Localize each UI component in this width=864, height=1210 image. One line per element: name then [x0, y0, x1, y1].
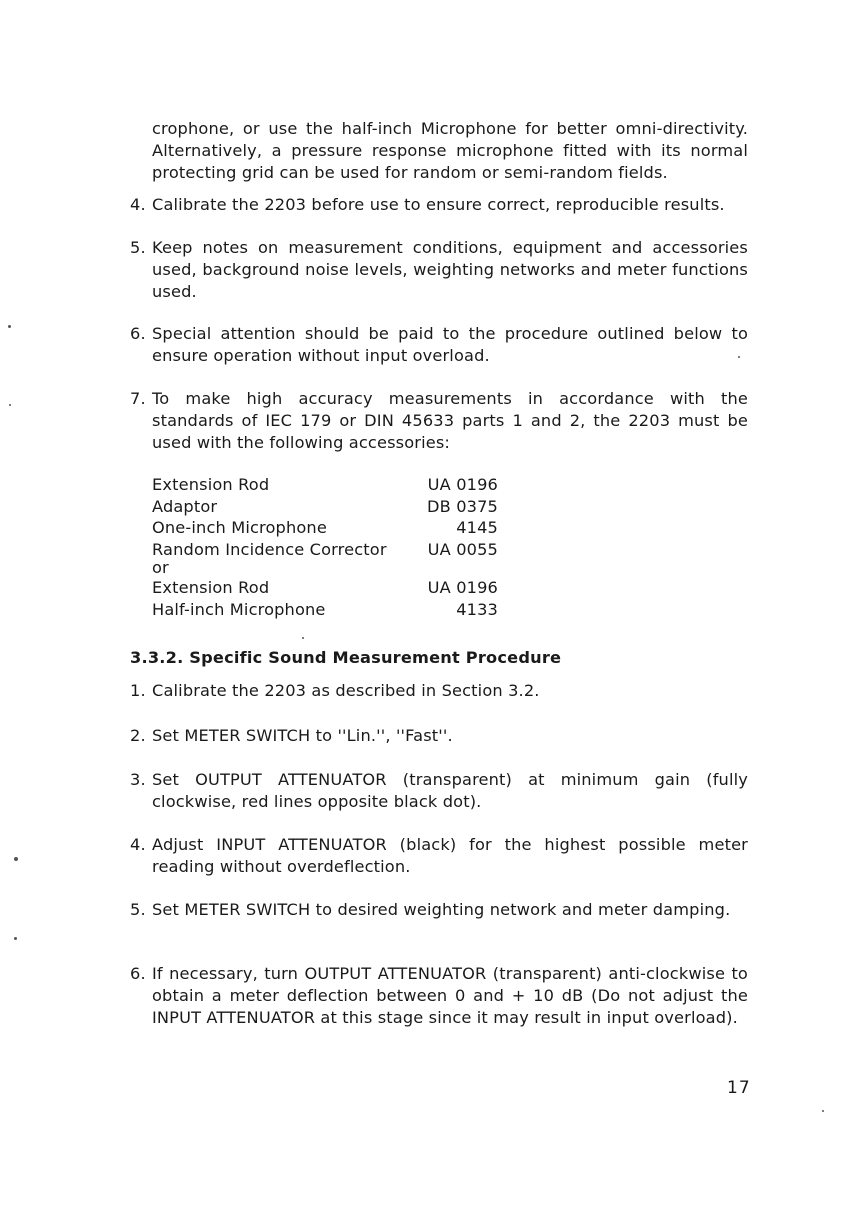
item-number: 4.	[130, 195, 146, 214]
item-number: 7.	[130, 389, 146, 408]
scan-speck	[302, 637, 304, 639]
item-text: Adjust INPUT ATTENUATOR (black) for the highest possible meter reading without overdeflection.	[152, 835, 748, 876]
item-text: Set METER SWITCH to ''Lin.'', ''Fast''.	[152, 726, 453, 745]
general-item-7	[130, 388, 748, 454]
item-text: Keep notes on measurement conditions, equipment and accessories used, background noise levels, weighting networks and meter functions used.	[152, 238, 748, 301]
scan-speck	[738, 356, 740, 358]
accessory-name: Extension Rod	[152, 578, 270, 597]
scan-speck	[9, 404, 11, 406]
accessory-name: Half-inch Microphone	[152, 599, 326, 619]
accessory-code: UA 0055	[427, 539, 498, 559]
intro-paragraph: crophone, or use the half-inch Microphone for better omni-directivity. Alternatively, a pressure response microphone fitted with its normal protecting grid can be used for random or semi-random fields.	[152, 119, 748, 182]
table-row	[152, 517, 502, 539]
item-number: 3.	[130, 770, 146, 789]
accessory-name: Extension Rod	[152, 475, 270, 494]
accessory-code: DB 0375	[427, 496, 498, 516]
scan-speck	[822, 1110, 824, 1112]
item-number: 4.	[130, 835, 146, 854]
item-number: 5.	[130, 238, 146, 257]
procedure-item-6	[130, 963, 748, 1029]
scan-speck	[14, 937, 17, 940]
general-item-6	[130, 323, 748, 367]
item-number: 1.	[130, 681, 146, 700]
procedure-item-2	[130, 725, 748, 747]
procedure-item-5	[130, 899, 748, 921]
accessory-name: One-inch Microphone	[152, 518, 327, 537]
procedure-item-3	[130, 769, 748, 813]
accessories-table	[152, 474, 502, 620]
accessory-code: 4133	[456, 599, 498, 619]
item-number: 5.	[130, 900, 146, 919]
accessory-code: UA 0196	[427, 475, 498, 494]
item-text: If necessary, turn OUTPUT ATTENUATOR (transparent) anti-clockwise to obtain a meter deflection between 0 and + 10 dB (Do not adjust the INPUT ATTENUATOR at this stage since it may result in input overload).	[152, 964, 748, 1027]
accessory-name: Random Incidence Corrector	[152, 539, 387, 559]
item-number: 2.	[130, 726, 146, 745]
page-number: 17	[727, 1078, 751, 1098]
scan-speck	[14, 857, 18, 861]
table-row	[152, 560, 502, 577]
table-row	[152, 496, 502, 518]
table-row	[152, 539, 502, 561]
item-text: Set METER SWITCH to desired weighting network and meter damping.	[152, 900, 731, 919]
item-text: Calibrate the 2203 as described in Section 3.2.	[152, 681, 540, 700]
item-text: To make high accuracy measurements in accordance with the standards of IEC 179 or DIN 45633 parts 1 and 2, the 2203 must be used with the following accessories:	[152, 389, 748, 452]
section-heading: 3.3.2. Specific Sound Measurement Procedure	[130, 648, 562, 667]
item-text: Calibrate the 2203 before use to ensure correct, reproducible results.	[152, 195, 725, 214]
procedure-item-4	[130, 834, 748, 878]
item-number: 6.	[130, 324, 146, 343]
item-text: Set OUTPUT ATTENUATOR (transparent) at minimum gain (fully clockwise, red lines opposite black dot).	[152, 770, 748, 811]
table-row	[152, 577, 502, 599]
item-text: Special attention should be paid to the procedure outlined below to ensure operation without input overload.	[152, 324, 748, 365]
accessory-code: UA 0196	[427, 578, 498, 597]
table-row	[152, 474, 502, 496]
procedure-item-1	[130, 680, 748, 702]
item-number: 6.	[130, 964, 146, 983]
accessory-name: or	[152, 558, 169, 577]
general-item-4	[130, 194, 748, 216]
table-row	[152, 599, 502, 621]
accessory-name: Adaptor	[152, 496, 218, 516]
general-item-5	[130, 237, 748, 303]
scan-speck	[8, 325, 11, 328]
accessory-code: 4145	[456, 518, 498, 537]
